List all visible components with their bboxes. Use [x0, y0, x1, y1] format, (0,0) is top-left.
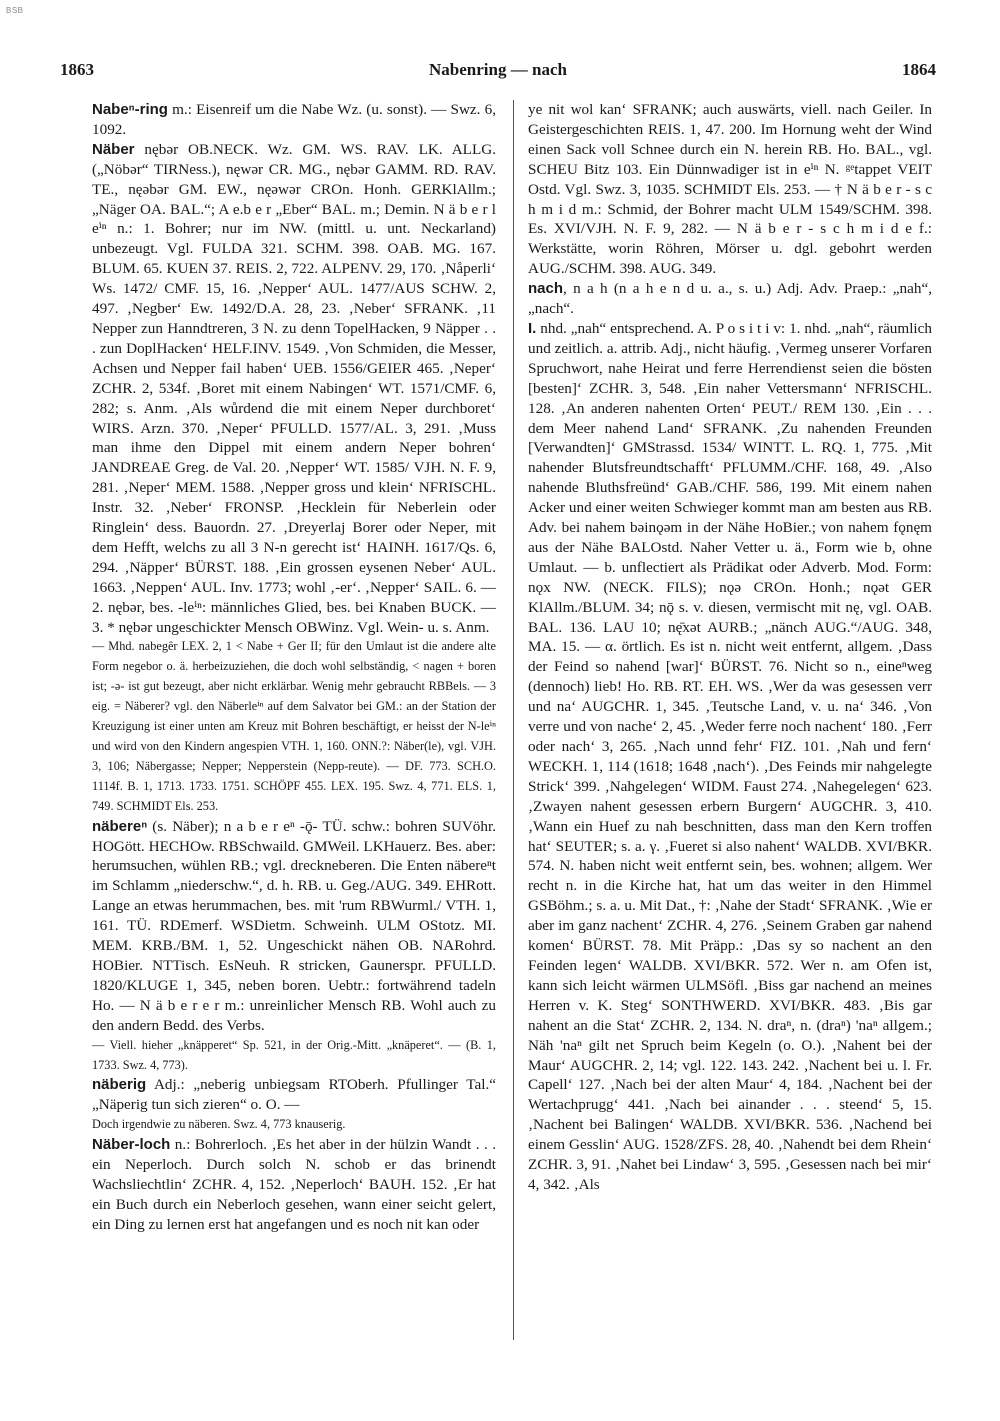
dictionary-entry — [528, 279, 932, 319]
page-number-right: 1864 — [902, 60, 936, 79]
entry-headword: Näber-loch — [92, 1136, 171, 1154]
library-stamp: BSB — [6, 6, 24, 15]
entry-text: nębər OB.NECK. Wz. GM. WS. RAV. LK. ALLG. („Nöbər“ TIRNess.), nęwər CR. MG., nębər GAMM. RD. RAV. TE., nęəbər GM. EW., nęəwər CROn. Honh. GERKlAllm.; „Näger OA. BAL.“; A e.b e r „Eber“ BAL. m.; Demin. N ä b e r l eⁱⁿ n.: 1. Bohrer; nur im NW. (mittl. u. unt. Neckarland) unbezeugt. Vgl. FULDA 321. SCHM. 398. OAB. MG. 167. BLUM. 65. KUEN 37. REIS. 2, 722. ALPENV. 29, 170. ‚Nåperli‘ Ws. 1472/ CMF. 15, 16. ‚Nepper‘ AUL. 1477/AUS SCHW. 2, 497. ‚Negber‘ Ew. 1492/D.A. 28, 23. ‚Neber‘ SFRANK. ‚11 Nepper zun Hanndtreren, 3 N. zu denn TopelHacken, 9 Näpper . . . zun DoplHacken‘ HELF.INV. 1549. ‚Von Schmiden, die Messer, Achsen und Nepper fail haben‘ UEB. 1556/GEIER 465. ‚Neper‘ ZCHR. 2, 534f. ‚Boret mit einem Nabingen‘ WT. 1571/CMF. 6, 282; s. Anm. ‚Als wůrdend die mit einem Neper durchboret‘ WIRS. Arzn. 370. ‚Neper‘ PFULLD. 1577/AL. 3, 291. ‚Muss man ihme den Dippel mit einem andern Neper bohren‘ JANDREAE Greg. de Val. 20. ‚Nepper‘ WT. 1585/ VJH. N. F. 9, 281. ‚Neper‘ MEM. 1588. ‚Nepper gross und klein‘ NFRISCHL. Instr. 32. ‚Neber‘ FRONSP. ‚Hecklein für Neberlein oder Ringlein‘ dess. Bauordn. 27. ‚Dreyerlaj Borer oder Neper, mit dem Hefft, welchs zu all 3 N-n gerecht ist‘ HAINH. 1617/Qs. 6, 294. ‚Näpper‘ BÜRST. 188. ‚Ein grossen eysenen Neber‘ AUL. 1663. ‚Neppen‘ AUL. Inv. 1773; wohl ‚-er‘. ‚Nepper‘ SAIL. 6. — 2. nębər, bes. -leⁱⁿ: männliches Glied, bes. bei Knaben BUCK. — 3. * nębər ungeschickter Mensch OBWinz. Vgl. Wein- u. s. Anm. — [92, 140, 496, 636]
entry-headword: näbereⁿ — [92, 817, 148, 835]
entry-text: , n a h (n a h e n d u. a., s. u.) Adj. Adv. Praep.: „nah“, „nach“. — [528, 280, 932, 318]
entry-headword: I. — [528, 319, 537, 337]
page-header — [60, 60, 936, 88]
entry-headword: näberig — [92, 1076, 147, 1094]
dictionary-entry — [92, 100, 496, 140]
entry-text: ye nit wol kan‘ SFRANK; auch auswärts, viell. nach Geiler. In Geistergeschichten REIS. 1, 47. 200. Im Hornung weht der Wind einen Sack voll Schnee durch ein N. herein RB. Ho. BAL., vgl. SCHEU Bitz 103. Ein Dünnwadiger ist in eⁱⁿ N. ᵍᵉtappet VEIT Ostd. Vgl. Swz. 3, 1035. SCHMIDT Els. 253. — † N ä b e r - s c h m i d m.: Schmid, der Bohrer macht ULM 1549/SCHM. 398. Es. XVI/VJH. N. F. 9, 282. — N ä b e r - s c h m i d e f.: Werkstätte, worin Röhren, Mörser u. dgl. gebohrt werden AUG./SCHM. 398. AUG. 349. — [528, 101, 932, 278]
entry-headword: Nabeⁿ-ring — [92, 101, 168, 118]
entry-text: nhd. „nah“ entsprechend. A. P o s i t i v: 1. nhd. „nah“, räumlich und zeitlich. a. attrib. Adj., nicht häufig. ‚Vermeg unserer Vorfaren Spruchwort, nahe Heirat und ferre Herrendienst seien die bösten [besten]‘ ZCHR. 3, 548. ‚Ein naher Vettersmann‘ NFRISCHL. 128. ‚An anderen nahenten Orten‘ PEUT./ REM 130. ‚Ein . . . dem Meer nahend Land‘ SFRANK. ‚Zu nahenden Freunden [Verwandten]‘ GMStrassd. 1534/ WINTT. L. RQ. 1, 775. ‚Mit nahender Blutsfreundtschafft‘ PFLUMM./CHF. 168, 49. ‚Also nahende Bluthsfreünd‘ GAB./CHF. 586, 199. Mit einem nahen Acker und einer weiten Schwieger kommt man am besten aus RB. Adv. bei nahem bəinǫəm in der Nähe HoBier.; von nahem fǫnęm aus der Nähe BALOstd. Naher Vetter u. ä., Form wie b, ohne Umlaut. — b. unflectiert als Prädikat oder Adverb. Mod. Form: nǫx NW. (NECK. FILS); nǫə CROn. Honh.; nǫət GER KlAllm./BLUM. 34; nǭ s. v. diesen, vermischt mit nę, vgl. OAB. BAL. 136. LAU 10; nę̄xət AURB.; „nänch AUG.“/AUG. 348, MA. 15. — α. örtlich. Es ist n. nicht weit entfernt, allgem. ‚Dass der Feind so nahend [war]‘ BÜRST. 76. Nicht so n., eineⁿweg (dennoch) lieb! Ho. RB. RT. EH. WS. ‚Wer da was gesessen verr und na‘ AUGCHR. 1, 345. ‚Teutsche Land, v. u. na‘ 346. ‚Von verre und von nache‘ 2, 45. ‚Weder ferre noch nachent‘ 180. ‚Ferr oder nach‘ 3, 265. ‚Nach unnd fehr‘ FIZ. 101. ‚Nah und fern‘ WECKH. 1, 114 (1618; 1648 ‚nach‘). ‚Des Feinds mir nahgelegte Strick‘ 399. ‚Nahgelegen‘ WIDM. Faust 274. ‚Nahegelegen‘ 623. ‚Zwayen nahent gesessen erbern Burgern‘ AUGCHR. 3, 410. ‚Wann ein Huef zu nah beschnitten, dass man den Kern troffen hat‘ SEUTER; s. a. γ. ‚Fueret si also nahent‘ WALDB. XVI/BKR. 574. N. haben nicht weit entfernt sein, bes. wohnen; allgem. Wer recht n. in die Kirche hat, hat um das weiter in den Himmel GSBöhm.; s. a. u. Mit Dat., †: ‚Nahe der Stadt‘ SFRANK. ‚Wie er aber im ganz nachent‘ ZCHR. 4, 276. ‚Seinem Graben gar nahend komen‘ BÜRST. 78. Mit Präpp.: ‚Das sy so nachent an den Feinden legen‘ WALDB. XVI/BKR. 572. Wer n. am Ofen ist, kann sich leicht wärmen ULMSöfl. ‚Biss gar nachend an meines Herren v. K. Steg‘ SONTHWERD. XVI/BKR. 483. ‚Bis gar nahent an die Stat‘ ZCHR. 2, 134. N. draⁿ, n. (draⁿ) 'naⁿ allgem.; Näh 'naⁿ gilt net Spruch beim Kegeln (o. O.). ‚Nahent bei der Maur‘ AUGCHR. 2, 14; vgl. 122. 143. 242. ‚Nachent bei u. l. Fr. Capell‘ 127. ‚Nach bei der alten Maur‘ 4, 184. ‚Nachent bei der Wertachprugg‘ 441. ‚Nach bei ainander . . . steend‘ 5, 15. ‚Nachent bei Balingen‘ WALDB. XVI/BKR. 536. ‚Nachend bei einem Gesslin‘ AUG. 1528/ZFS. 28, 40. ‚Nahendt bei dem Rhein‘ ZCHR. 3, 91. ‚Nahet bei Lindaw‘ 3, 595. ‚Gesessen nach bei mir‘ 4, 342. ‚Als — [528, 319, 932, 1193]
entry-text: (s. Näber); n a b e r eⁿ -ǭ- TÜ. schw.: bohren SUVöhr. HOGött. HECHOw. RBSchwaild. GMWeil. LKHauerz. Bes. aber: herumsuchen, wühlen RB.; vgl. dreckneberen. Die Enten näbereⁿt im Schlamm „niederschw.“, d. h. RB. u. Geg./AUG. 349. EHRott. Lange an etwas herummachen, bes. mit 'rum RBWurml./ VTH. 1, 161. TÜ. RDEmerf. WSDietm. Schweinh. ULM OStotz. MI. MEM. KRB./BM. 1, 52. Ungeschickt nähen OB. NARohrd. HOBier. NTTisch. EsNeuh. R stricken, Gaunerspr. PFULLD. 1820/KLUGE 1, 345, neben boren. Uebtr.: fortwährend tadeln Ho. — N ä b e r e r m.: unreinlicher Mensch RB. Wohl auch zu den andern Bedd. des Verbs. — [92, 817, 496, 1034]
left-column — [92, 100, 496, 1235]
entry-text: Doch irgendwie zu näberen. Swz. 4, 773 knauserig. — [92, 1117, 346, 1132]
entry-headword: Näber — [92, 140, 135, 158]
page-title: Nabenring — nach — [429, 60, 567, 79]
dictionary-entry — [92, 637, 496, 816]
dictionary-entry — [92, 1135, 496, 1235]
dictionary-entry — [92, 817, 496, 1036]
dictionary-entry — [528, 100, 932, 279]
dictionary-entry — [92, 1075, 496, 1115]
entry-text: m.: Eisenreif um die Nabe Wz. (u. sonst). — Swz. 6, 1092. — [92, 101, 496, 138]
dictionary-entry — [92, 140, 496, 638]
entry-text: n.: Bohrerloch. ‚Es het aber in der hülzin Wandt . . . ein Neperloch. Durch solch N. schob er das brinendt Wachsliechtlin‘ ZCHR. 4, 152. ‚Neperloch‘ BAUH. 152. ‚Er hat ein Buch durch ein Neberloch gesehen, wann einer seicht gelert, ein Ding zu lernen erst hat angefangen und es noch nit kan oder — [92, 1136, 496, 1233]
page-number-left: 1863 — [60, 60, 94, 79]
right-column — [528, 100, 932, 1195]
entry-text: — Viell. hieher „knäpperet“ Sp. 521, in der Orig.-Mitt. „knäperet“. — (B. 1, 1733. Swz. 4, 773). — [92, 1037, 496, 1072]
dictionary-entry — [92, 1115, 496, 1135]
dictionary-entry — [528, 319, 932, 1195]
entry-headword: nach — [528, 280, 564, 298]
column-divider — [513, 100, 514, 1340]
dictionary-entry — [92, 1036, 496, 1076]
entry-text: Adj.: „neberig unbiegsam RTOberh. Pfullinger Tal.“ „Näperig tun sich zieren“ o. O. — — [92, 1076, 496, 1114]
entry-text: — Mhd. nabegêr LEX. 2, 1 < Nabe + Ger II; für den Umlaut ist die andere alte Form negebor o. ä. herbeizuziehen, die doch wohl selbständig, < nagen + boren ist; -ə- ist gut bezeugt, aber nicht erklärbar. Wenig mehr gebraucht RBBels. — 3 eig. = Näberer? vgl. den Näberleⁱⁿ auf dem Salvator bei GM.: an der Station der Kreuzigung ist einer unten am Kreuz mit Bohren beschäftigt, er heisst der N-leⁱⁿ und wird von den Kindern angespien VTH. 1, 160. ONN.?: Näber(le), vgl. VJH. 3, 106; Näbergasse; Nepper; Nepperstein (Nepp-reute). — DF. 773. SCH.O. 1114f. B. 1, 1713. 1733. 1751. SCHÖPF 455. LEX. 195. Swz. 4, 771. ELS. 1, 749. SCHMIDT Els. 253. — [92, 639, 496, 813]
